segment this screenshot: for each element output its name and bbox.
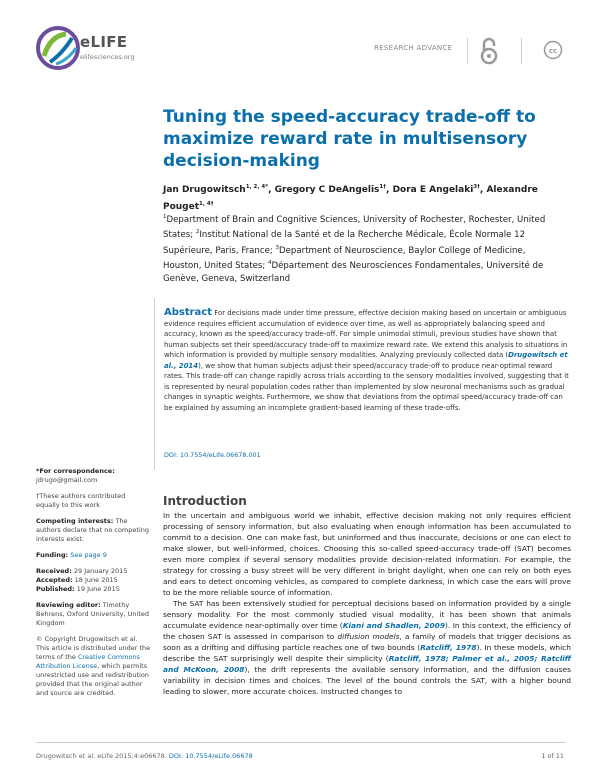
correspondence-label: *For correspondence: [36, 467, 115, 475]
funding [36, 551, 151, 560]
correspondence [36, 467, 151, 485]
license-link[interactable]: Creative Commons Attribution License [36, 653, 140, 670]
author-name[interactable]: Dora E Angelaki [392, 185, 474, 195]
competing-label: Competing interests: [36, 517, 114, 525]
reviewing-value: Timothy Behrens, Oxford University, United Kingdom [36, 601, 150, 627]
published-value: 19 June 2015 [74, 585, 120, 593]
page-header [0, 0, 600, 80]
header-divider [521, 38, 522, 64]
accepted-value: 18 June 2015 [72, 576, 118, 584]
affiliation: Department of Neuroscience, Baylor College of Medicine, Houston, United States; [163, 245, 526, 272]
dates [36, 567, 151, 594]
footer-doi-link[interactable]: DOI: 10.7554/eLife.06678 [168, 752, 253, 760]
paragraph: In the uncertain and ambiguous world we inhabit, effective decision making not only requires efficient processing of sensory information, but also evaluating when enough information has been accumulated to commit to a decision. One can make fast, but uninformed and thus inaccurate, decisions or one can elect to make slower, but well-informed, choices. Choosing this so-called speed-accuracy trade-off (SAT) becomes even more complex if several sensory modalities provide decision-related information. For example, the strategy for crossing a busy street will be very different in bright daylight, when one can rely on both eyes and ears to detect oncoming vehicles, as compared to complete darkness, in which case the ears will prove to be the more reliable source of information. [163, 511, 571, 597]
cc-text: cc [548, 47, 558, 55]
funding-label: Funding: [36, 551, 69, 559]
abstract-heading: Abstract [164, 307, 213, 318]
author-sep: , [268, 185, 275, 195]
author-affil-sup: 1, 4† [199, 201, 214, 207]
accepted-label: Accepted: [36, 576, 73, 584]
received-label: Received: [36, 567, 72, 575]
paragraph-text: ), the drift represents the available sensory information, and the diffusion causes variability in decision times and choices. The level of the bound controls the SAT, with a higher bound leading to slower, more accurate choices. Instructed changes to [163, 665, 571, 696]
citation-link[interactable]: Ratcliff, 1978 [420, 643, 477, 652]
header-divider [467, 38, 468, 64]
article-title: Tuning the speed-accuracy trade-off to maximize reward rate in multisensory decision-making [163, 107, 536, 171]
copyright-text: © Copyright Drugowitsch et al. This article is distributed under the terms of the [36, 635, 151, 661]
affil-sup: 4 [268, 260, 272, 267]
copyright [36, 635, 151, 698]
article-type: RESEARCH ADVANCE [374, 44, 453, 52]
abstract-box [154, 298, 572, 470]
introduction-heading: Introduction [163, 494, 247, 508]
brand-name: eLIFE [80, 33, 128, 51]
creative-commons-icon [543, 40, 563, 60]
author-list [163, 180, 563, 214]
author-sep: , [386, 185, 393, 195]
accepted-date [36, 576, 151, 585]
elife-logo-icon [36, 26, 80, 70]
paragraph-text: ). In this context, the efficiency of the chosen SAT is assessed in comparison to [163, 621, 571, 641]
abstract [164, 308, 569, 413]
citation-text: Drugowitsch et al. eLife 2015;4:e06678. [36, 752, 169, 760]
affiliation: Institut National de la Santé et de la Recherche Médicale, École Normale 12 Supérieure, Paris, France; [163, 230, 526, 256]
article-sidebar [36, 467, 151, 705]
competing-interests [36, 517, 151, 544]
reviewing-label: Reviewing editor: [36, 601, 101, 609]
page-number: 1 of 11 [541, 752, 564, 760]
brand-url[interactable]: elifesciences.org [80, 53, 135, 61]
paragraph-text: , a family of models that trigger decisions as soon as a drifting and diffusing particle reaches one of two bounds ( [163, 632, 571, 652]
received-value: 29 January 2015 [71, 567, 128, 575]
published-date [36, 585, 151, 594]
copyright-text: , which permits unrestricted use and redistribution provided that the original author and source are credited. [36, 662, 149, 697]
published-label: Published: [36, 585, 75, 593]
author-affil-sup: 1† [379, 184, 386, 190]
open-access-icon [479, 36, 499, 66]
equal-contribution-note: †These authors contributed equally to this work [36, 492, 126, 509]
author-name[interactable]: Jan Drugowitsch [163, 185, 246, 195]
paragraph-text: ). In these models, which describe the SAT surprisingly well despite their simplicity ( [163, 643, 571, 663]
competing-value: The authors declare that no competing interests exist. [36, 517, 149, 543]
affiliation: Department of Brain and Cognitive Sciences, University of Rochester, Rochester, United States; [163, 214, 546, 241]
correspondence-email[interactable]: jdrugo@gmail.com [36, 476, 98, 484]
received-date [36, 567, 151, 576]
footer-citation [36, 752, 253, 760]
paragraph-text: The SAT has been extensively studied for perceptual decisions based on information provided by a single sensory modality. For the most commonly studied visual modality, it has been shown that animals accumulate evidence near-optimally over time ( [163, 599, 571, 630]
citation-link[interactable]: Kiani and Shadlen, 2009 [342, 621, 445, 630]
author-affil-sup: 3† [473, 184, 480, 190]
author-name[interactable]: Gregory C DeAngelis [274, 185, 380, 195]
footer-divider [36, 742, 566, 743]
paragraph [163, 598, 571, 697]
abstract-text: For decisions made under time pressure, effective decision making based on uncertain or ambiguous evidence requires efficient accumulation of evidence over time, as well as appropriately balancing speed and accuracy, known as the speed/accuracy trade-off. For simple unimodal stimuli, previous studies have shown that human subjects set their speed/accuracy trade-off to maximize reward rate. We extend this analysis to situations in which information is provided by multiple sensory modalities. Analyzing previously collected data ( [164, 309, 568, 359]
affil-sup: 2 [195, 229, 200, 236]
affiliations [163, 211, 563, 285]
citation-link[interactable]: Ratcliff, 1978; Palmer et al., 2005; Ratcliff and McKoon, 2008 [163, 654, 571, 674]
funding-link[interactable]: See page 9 [68, 551, 107, 559]
abstract-text: ), we show that human subjects adjust their speed/accuracy trade-off to produce near-optimal reward rates. This trade-off can change rapidly across trials according to the sensory modalities involved, suggesting that it is represented by neural population codes rather than implemented by slow neuronal mechanisms such as gradual changes in synaptic weights. Furthermore, we show that deviations from the optimal speed/accuracy trade-off can be explained by assuming an incomplete gradient-based learning of these trade-offs. [164, 361, 569, 412]
affil-sup: 1 [163, 214, 167, 220]
abstract-doi-link[interactable]: DOI: 10.7554/eLife.06678.001 [164, 451, 261, 459]
affiliation: Département des Neurosciences Fondamentales, Université de Genève, Geneva, Switzerland [163, 261, 544, 284]
citation-link[interactable]: Drugowitsch et al., 2014 [164, 351, 568, 370]
reviewing-editor [36, 601, 151, 628]
introduction-body [163, 510, 571, 697]
affil-sup: 3 [275, 244, 280, 251]
emphasis-text: diffusion models [337, 632, 400, 641]
author-name[interactable]: Alexandre Pouget [163, 185, 538, 212]
author-sep: , [479, 185, 487, 195]
author-affil-sup: 1, 2, 4* [245, 184, 269, 190]
